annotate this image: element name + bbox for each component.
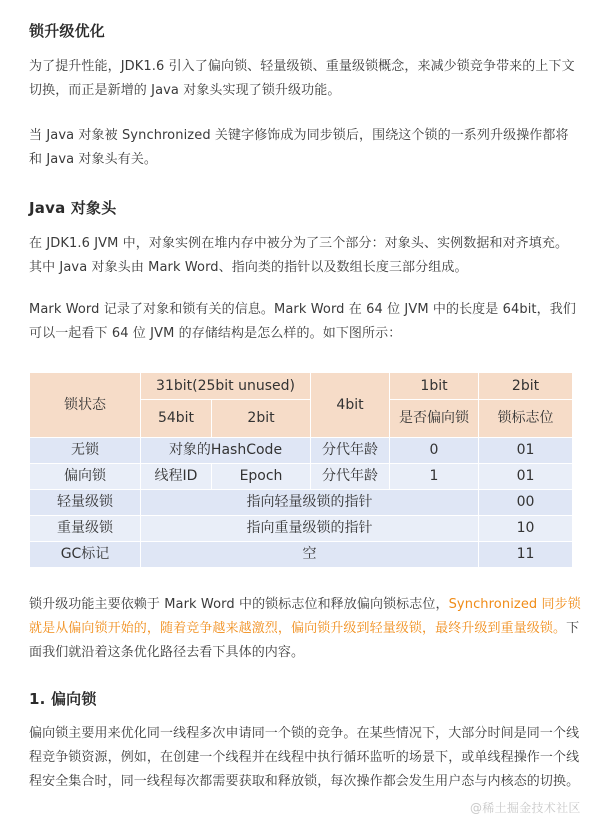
cell-age: 分代年龄 [311,438,390,464]
header-is-biased: 是否偏向锁 [390,400,479,438]
text-before: 锁升级功能主要依赖于 Mark Word 中的锁标志位和释放偏向锁标志位， [29,597,449,612]
table-row [30,464,573,490]
cell-state: 偏向锁 [30,464,141,490]
header-lock-flag: 锁标志位 [479,400,573,438]
cell-empty: 空 [141,542,479,568]
cell-pointer: 指向轻量级锁的指针 [141,490,479,516]
cell-flag: 01 [479,464,573,490]
cell-pointer: 指向重量级锁的指针 [141,516,479,542]
cell-flag: 01 [479,438,573,464]
table-row [30,438,573,464]
section-title-lock-upgrade: 锁升级优化 [29,22,106,40]
cell-biased: 0 [390,438,479,464]
cell-thread-id: 线程ID [141,464,212,490]
cell-hashcode: 对象的HashCode [141,438,311,464]
cell-biased: 1 [390,464,479,490]
paragraph-lock-flag [29,593,581,665]
cell-state: GC标记 [30,542,141,568]
header-31bit: 31bit(25bit unused) [141,373,311,400]
cell-state: 轻量级锁 [30,490,141,516]
paragraph-biased-lock: 偏向锁主要用来优化同一线程多次申请同一个锁的竞争。在某些情况下，大部分时间是同一个线程竞争锁资源，例如，在创建一个线程并在线程中执行循环监听的场景下，或单线程操作一个线程安全集合时，同一线程每次都需要获取和释放锁，每次操作都会发生用户态与内核态的切换。 [29,726,580,789]
mark-word-table [29,372,573,568]
header-54bit: 54bit [141,400,212,438]
cell-flag: 10 [479,516,573,542]
table-row [30,516,573,542]
section-title-java-object-header: Java 对象头 [29,199,117,217]
header-lock-state: 锁状态 [30,373,141,438]
text-after: 下面我们就沿着这条优化路径去看下具体的内容。 [29,621,580,660]
header-1bit: 1bit [390,373,479,400]
cell-state: 重量级锁 [30,516,141,542]
table-row [30,542,573,568]
cell-epoch: Epoch [212,464,311,490]
cell-flag: 00 [479,490,573,516]
paragraph-intro: 为了提升性能，JDK1.6 引入了偏向锁、轻量级锁、重量级锁概念，来减少锁竞争带来的上下文切换，而正是新增的 Java 对象头实现了锁升级功能。 [29,59,575,98]
paragraph-mark-word: Mark Word 记录了对象和锁有关的信息。Mark Word 在 64 位 JVM 中的长度是 64bit，我们可以一起看下 64 位 JVM 的存储结构是怎么样的。如下图所示： [29,302,576,341]
header-2bit-flag: 2bit [479,373,573,400]
highlight-text: Synchronized 同步锁就是从偏向锁开始的，随着竞争越来越激烈，偏向锁升级到轻量级锁，最终升级到重量级锁。 [29,597,581,636]
cell-state: 无锁 [30,438,141,464]
section-title-biased-lock: 1. 偏向锁 [29,690,97,708]
cell-flag: 11 [479,542,573,568]
paragraph-synchronized: 当 Java 对象被 Synchronized 关键字修饰成为同步锁后，围绕这个锁的一系列升级操作都将和 Java 对象头有关。 [29,128,569,167]
watermark: @稀土掘金技术社区 [470,801,581,815]
header-2bit: 2bit [212,400,311,438]
paragraph-object-layout: 在 JDK1.6 JVM 中，对象实例在堆内存中被分为了三个部分：对象头、实例数据和对齐填充。其中 Java 对象头由 Mark Word、指向类的指针以及数组长度三部分组成。 [29,236,569,275]
header-4bit: 4bit [311,373,390,438]
table-row [30,490,573,516]
cell-age: 分代年龄 [311,464,390,490]
